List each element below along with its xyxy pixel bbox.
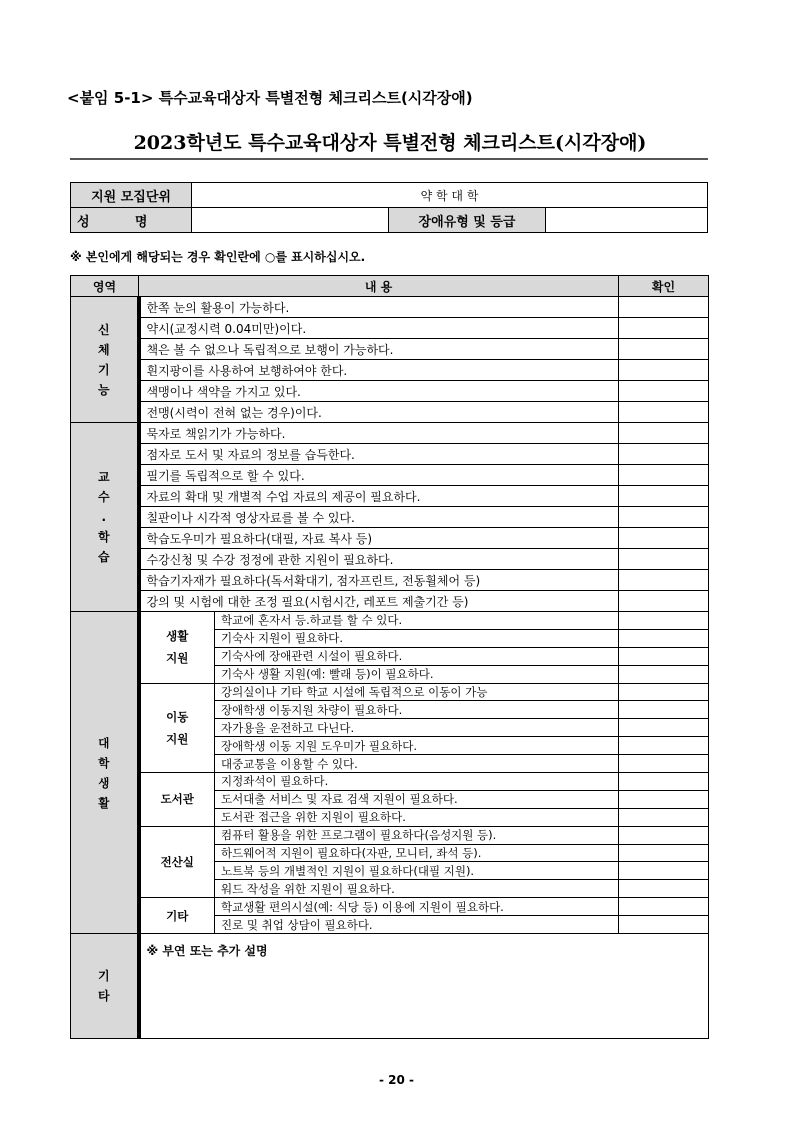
check-cell[interactable] (619, 423, 709, 444)
name-field[interactable] (192, 208, 389, 233)
checklist-row (71, 549, 709, 570)
item-text: 자료의 확대 및 개별적 수업 자료의 제공이 필요하다. (139, 486, 619, 507)
item-text: 강의실이나 기타 학교 시설에 독립적으로 이동이 가능 (215, 683, 619, 701)
disability-label: 장애유형 및 등급 (389, 208, 546, 233)
subcategory-label: 생활 지원 (139, 612, 215, 684)
item-text: 묵자로 책읽기가 가능하다. (139, 423, 619, 444)
checklist-row (71, 318, 709, 339)
check-cell[interactable] (619, 444, 709, 465)
page-number: - 20 - (378, 1073, 414, 1087)
check-cell[interactable] (619, 844, 709, 862)
category-body: 신 체 기 능 (71, 297, 139, 423)
checklist-row (71, 486, 709, 507)
check-cell[interactable] (619, 465, 709, 486)
check-cell[interactable] (619, 486, 709, 507)
checklist-row (71, 381, 709, 402)
checklist-row (71, 570, 709, 591)
item-text: 전맹(시력이 전혀 없는 경우)이다. (139, 402, 619, 423)
category-life: 대 학 생 활 (71, 612, 139, 934)
checklist-row (71, 360, 709, 381)
name-label: 성 명 (71, 208, 192, 233)
check-cell[interactable] (619, 916, 709, 934)
item-text: 자가용을 운전하고 다닌다. (215, 719, 619, 737)
title-divider (70, 158, 708, 160)
check-cell[interactable] (619, 528, 709, 549)
check-cell[interactable] (619, 701, 709, 719)
check-cell[interactable] (619, 629, 709, 647)
checklist-row (71, 683, 709, 701)
check-cell[interactable] (619, 755, 709, 773)
check-cell[interactable] (619, 591, 709, 612)
checklist-row (71, 826, 709, 844)
item-text: 강의 및 시험에 대한 조정 필요(시험시간, 레포트 제출기간 등) (139, 591, 619, 612)
checklist-row (71, 898, 709, 916)
unit-label: 지원 모집단위 (71, 183, 192, 208)
checklist-row (71, 339, 709, 360)
header-content: 내 용 (139, 276, 619, 297)
check-cell[interactable] (619, 719, 709, 737)
header-check: 확인 (619, 276, 709, 297)
check-cell[interactable] (619, 297, 709, 318)
disability-field[interactable] (546, 208, 708, 233)
subcategory-label: 이동 지원 (139, 683, 215, 772)
item-text: 학습도우미가 필요하다(대필, 자료 복사 등) (139, 528, 619, 549)
check-cell[interactable] (619, 549, 709, 570)
item-text: 장애학생 이동지원 차량이 필요하다. (215, 701, 619, 719)
item-text: 하드웨어적 지원이 필요하다(자판, 모니터, 좌석 등). (215, 844, 619, 862)
check-cell[interactable] (619, 790, 709, 808)
checklist-row (71, 465, 709, 486)
item-text: 도서관 접근을 위한 지원이 필요하다. (215, 808, 619, 826)
item-text: 한쪽 눈의 활용이 가능하다. (139, 297, 619, 318)
check-cell[interactable] (619, 773, 709, 791)
item-text: 노트북 등의 개별적인 지원이 필요하다(대필 지원). (215, 862, 619, 880)
checklist-row (71, 423, 709, 444)
applicant-info-table (70, 182, 708, 233)
check-cell[interactable] (619, 339, 709, 360)
check-cell[interactable] (619, 318, 709, 339)
header-area: 영역 (71, 276, 139, 297)
item-text: 필기를 독립적으로 할 수 있다. (139, 465, 619, 486)
item-text: 수강신청 및 수강 정정에 관한 지원이 필요하다. (139, 549, 619, 570)
item-text: 기숙사에 장애관련 시설이 필요하다. (215, 647, 619, 665)
item-text: 학교생활 편의시설(예: 식당 등) 이용에 지원이 필요하다. (215, 898, 619, 916)
checklist-row (71, 402, 709, 423)
checklist-row (71, 591, 709, 612)
notice-text: ※ 본인에게 해당되는 경우 확인란에 ○를 표시하십시오. (70, 250, 366, 264)
attachment-label: <붙임 5-1> 특수교육대상자 특별전형 체크리스트(시각장애) (67, 89, 473, 107)
checklist-table (70, 275, 709, 1039)
item-text: 도서대출 서비스 및 자료 검색 지원이 필요하다. (215, 790, 619, 808)
checklist-row (71, 528, 709, 549)
check-cell[interactable] (619, 612, 709, 630)
check-cell[interactable] (619, 808, 709, 826)
item-text: 워드 작성을 위한 지원이 필요하다. (215, 880, 619, 898)
item-text: 지정좌석이 필요하다. (215, 773, 619, 791)
item-text: 책은 볼 수 없으나 독립적으로 보행이 가능하다. (139, 339, 619, 360)
subcategory-label: 전산실 (139, 826, 215, 898)
item-text: 장애학생 이동 지원 도우미가 필요하다. (215, 737, 619, 755)
item-text: 학습기자재가 필요하다(독서확대기, 점자프린트, 전동휠체어 등) (139, 570, 619, 591)
item-text: 학교에 혼자서 등.하교를 할 수 있다. (215, 612, 619, 630)
checklist-row (71, 297, 709, 318)
checklist-row (71, 444, 709, 465)
item-text: 흰지팡이를 사용하여 보행하여야 한다. (139, 360, 619, 381)
check-cell[interactable] (619, 898, 709, 916)
check-cell[interactable] (619, 880, 709, 898)
item-text: 점자로 도서 및 자료의 정보를 습득한다. (139, 444, 619, 465)
item-text: 기숙사 생활 지원(예: 빨래 등)이 필요하다. (215, 665, 619, 683)
check-cell[interactable] (619, 862, 709, 880)
checklist-row (71, 773, 709, 791)
page-title: 2023학년도 특수교육대상자 특별전형 체크리스트(시각장애) (133, 132, 647, 154)
item-text: 진로 및 취업 상담이 필요하다. (215, 916, 619, 934)
item-text: 기숙사 지원이 필요하다. (215, 629, 619, 647)
checklist-row (71, 507, 709, 528)
check-cell[interactable] (619, 360, 709, 381)
check-cell[interactable] (619, 737, 709, 755)
check-cell[interactable] (619, 665, 709, 683)
note-row (71, 934, 709, 1039)
item-text: 색맹이나 색약을 가지고 있다. (139, 381, 619, 402)
check-cell[interactable] (619, 381, 709, 402)
unit-value[interactable]: 약 학 대 학 (192, 183, 708, 208)
item-text: 칠판이나 시각적 영상자료를 볼 수 있다. (139, 507, 619, 528)
subcategory-label: 도서관 (139, 773, 215, 827)
check-cell[interactable] (619, 647, 709, 665)
item-text: 약시(교정시력 0.04미만)이다. (139, 318, 619, 339)
additional-note-field[interactable]: ※ 부연 또는 추가 설명 (139, 934, 709, 1039)
check-cell[interactable] (619, 826, 709, 844)
subcategory-label: 기타 (139, 898, 215, 934)
check-cell[interactable] (619, 570, 709, 591)
checklist-row (71, 612, 709, 630)
category-study: 교 수 . 학 습 (71, 423, 139, 612)
category-etc: 기 타 (71, 934, 139, 1039)
check-cell[interactable] (619, 507, 709, 528)
check-cell[interactable] (619, 402, 709, 423)
item-text: 컴퓨터 활용을 위한 프로그램이 필요하다(음성지원 등). (215, 826, 619, 844)
check-cell[interactable] (619, 683, 709, 701)
item-text: 대중교통을 이용할 수 있다. (215, 755, 619, 773)
